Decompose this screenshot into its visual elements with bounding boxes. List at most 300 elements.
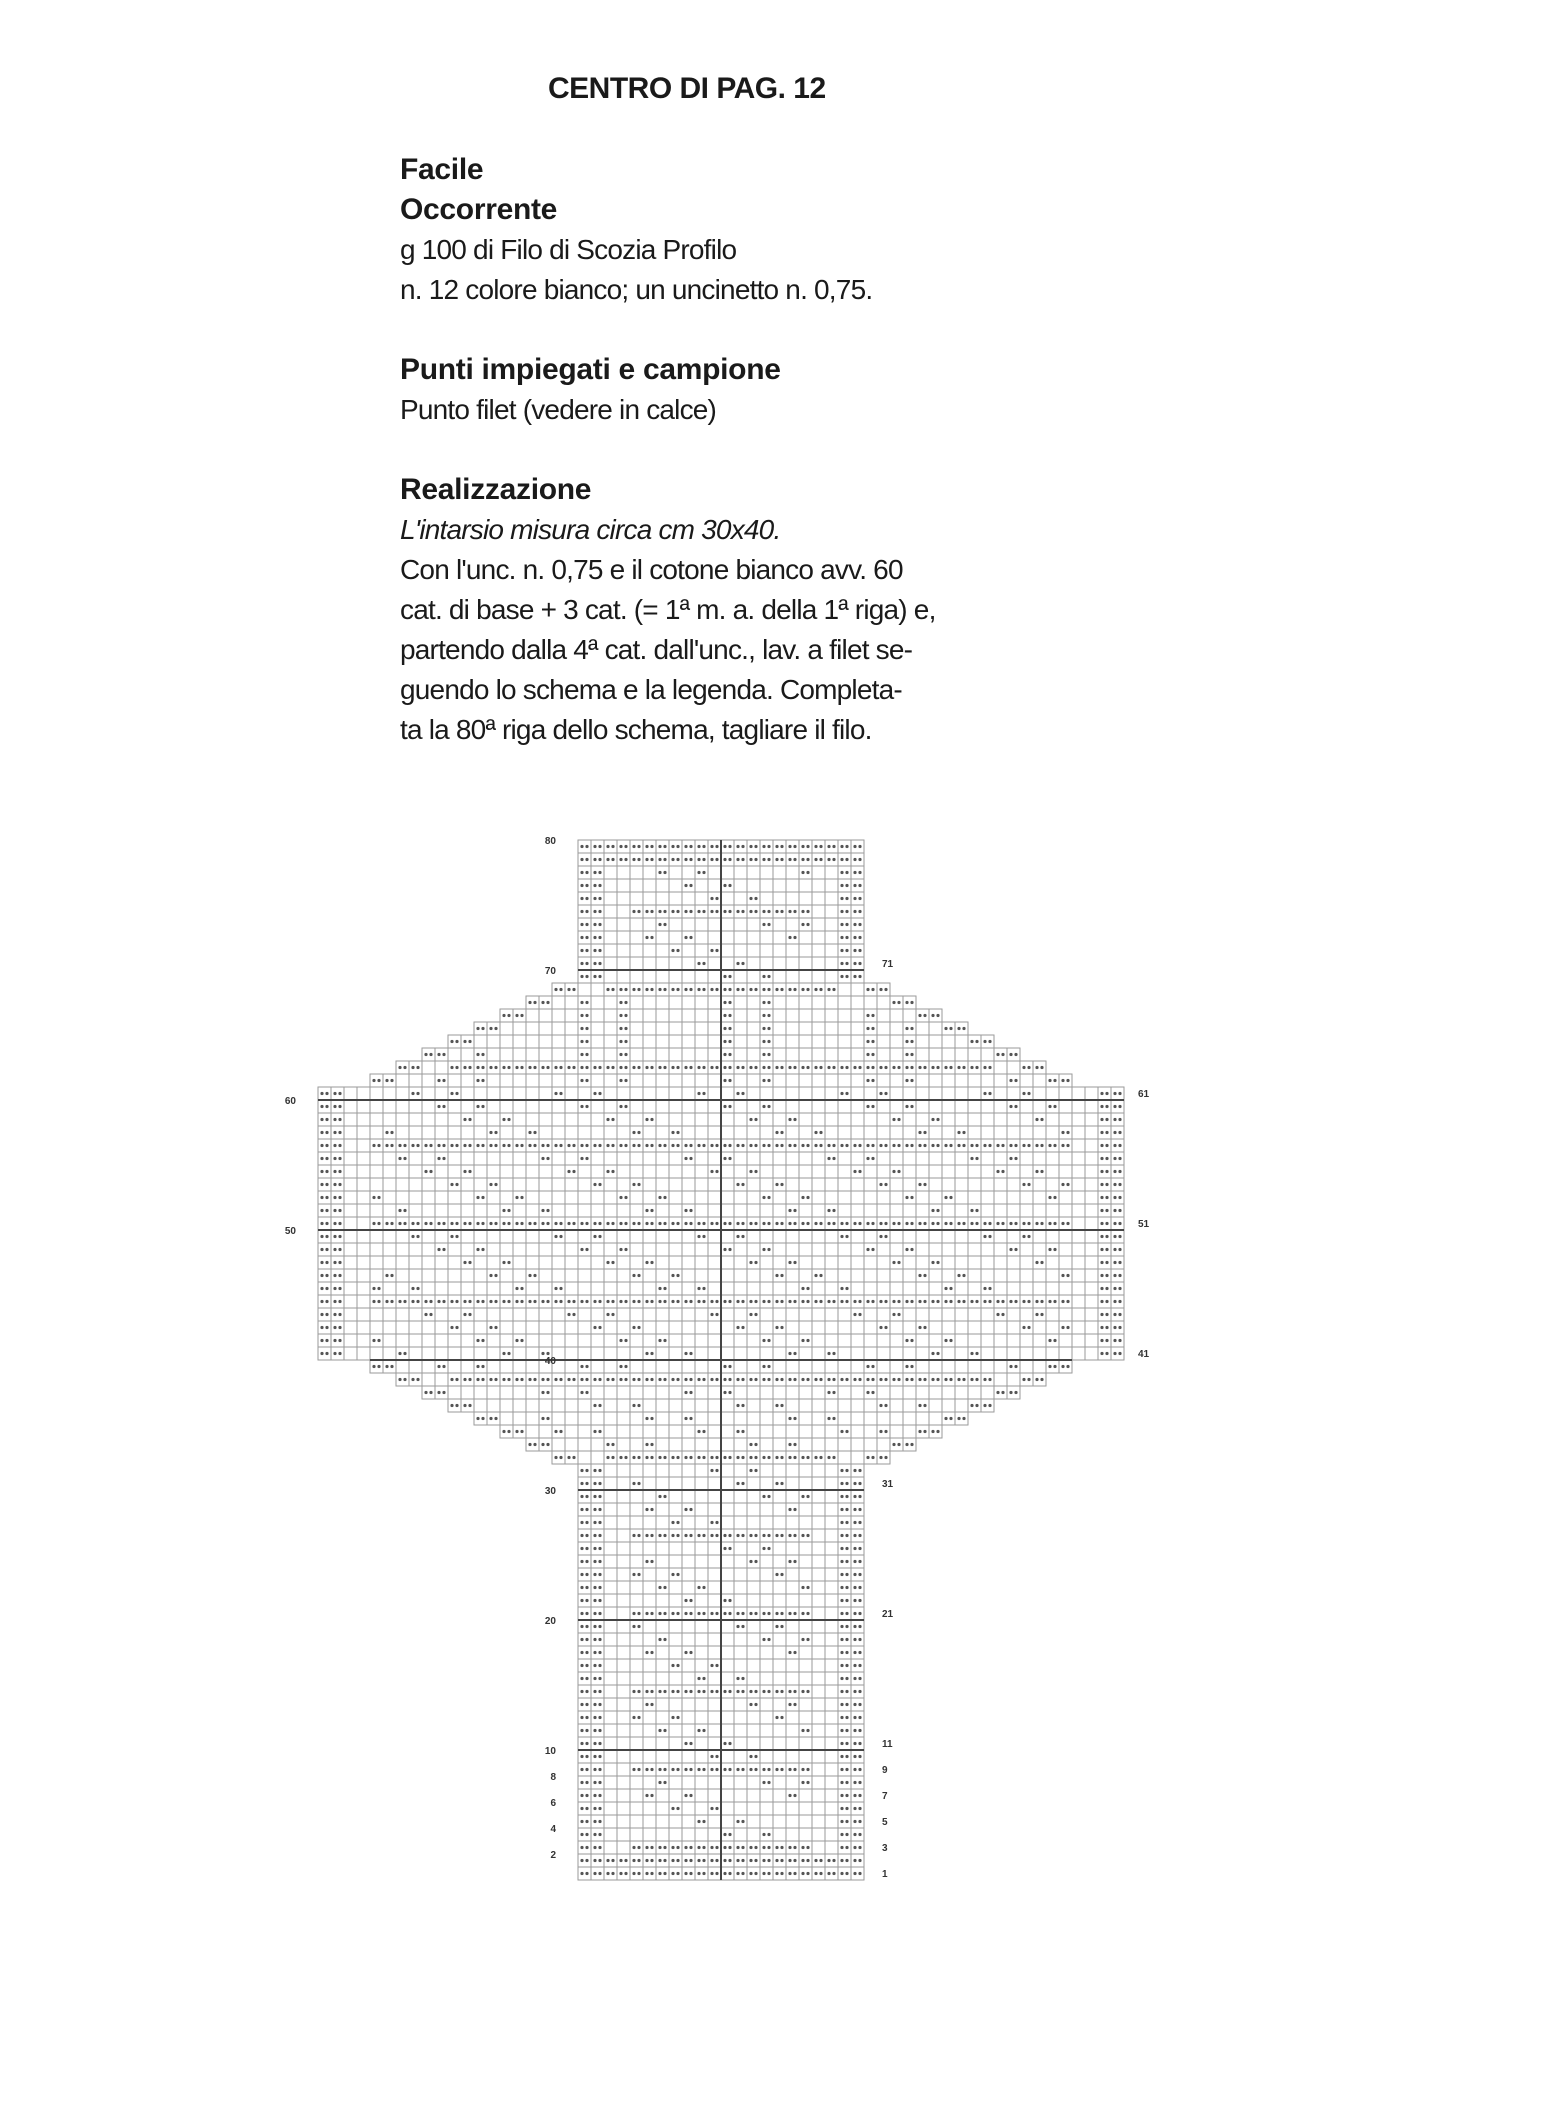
chart-stitch-dot <box>663 1196 666 1199</box>
chart-cell <box>890 1360 903 1373</box>
chart-cell <box>604 1685 617 1698</box>
chart-cell <box>1046 1282 1059 1295</box>
chart-cell <box>747 1282 760 1295</box>
chart-stitch-dot <box>689 1651 692 1654</box>
chart-stitch-dot <box>775 1612 778 1615</box>
chart-stitch-dot <box>931 1300 934 1303</box>
chart-cell <box>656 983 669 996</box>
chart-cell <box>500 1334 513 1347</box>
chart-cell <box>760 1256 773 1269</box>
chart-stitch-dot <box>918 1144 921 1147</box>
chart-cell <box>1046 1269 1059 1282</box>
chart-cell <box>643 1477 656 1490</box>
chart-cell <box>903 1360 916 1373</box>
chart-cell <box>877 1321 890 1334</box>
chart-cell <box>669 1126 682 1139</box>
chart-cell <box>604 1867 617 1880</box>
chart-cell <box>708 1165 721 1178</box>
chart-cell <box>799 1542 812 1555</box>
chart-stitch-dot <box>762 1846 765 1849</box>
chart-cell <box>786 918 799 931</box>
chart-stitch-dot <box>411 1144 414 1147</box>
chart-cell <box>318 1100 331 1113</box>
chart-cell <box>760 892 773 905</box>
chart-cell <box>1072 1191 1085 1204</box>
chart-cell <box>877 1334 890 1347</box>
chart-stitch-dot <box>333 1222 336 1225</box>
chart-cell <box>734 1022 747 1035</box>
chart-cell <box>669 1542 682 1555</box>
chart-cell <box>604 1334 617 1347</box>
chart-cell <box>656 1529 669 1542</box>
chart-cell <box>669 892 682 905</box>
chart-stitch-dot <box>879 1326 882 1329</box>
chart-stitch-dot <box>437 1222 440 1225</box>
chart-stitch-dot <box>515 1287 518 1290</box>
chart-stitch-dot <box>650 1209 653 1212</box>
chart-cell <box>929 1256 942 1269</box>
chart-stitch-dot <box>827 1378 830 1381</box>
chart-stitch-dot <box>905 1300 908 1303</box>
chart-stitch-dot <box>580 1599 583 1602</box>
chart-cell <box>838 1828 851 1841</box>
chart-cell <box>903 1373 916 1386</box>
chart-cell <box>461 1152 474 1165</box>
chart-cell <box>435 1308 448 1321</box>
chart-cell <box>448 1074 461 1087</box>
chart-stitch-dot <box>593 884 596 887</box>
chart-cell <box>448 1126 461 1139</box>
chart-cell <box>370 1321 383 1334</box>
chart-stitch-dot <box>671 1456 674 1459</box>
chart-stitch-dot <box>879 988 882 991</box>
chart-stitch-dot <box>767 1768 770 1771</box>
chart-stitch-dot <box>853 1144 856 1147</box>
chart-stitch-dot <box>741 1183 744 1186</box>
chart-cell <box>1098 1256 1111 1269</box>
chart-cell <box>721 1230 734 1243</box>
chart-stitch-dot <box>936 1378 939 1381</box>
chart-stitch-dot <box>502 1300 505 1303</box>
chart-stitch-dot <box>775 1573 778 1576</box>
chart-cell <box>643 1659 656 1672</box>
chart-cell <box>1085 1295 1098 1308</box>
chart-stitch-dot <box>580 1859 583 1862</box>
chart-stitch-dot <box>632 1404 635 1407</box>
chart-stitch-dot <box>572 1222 575 1225</box>
chart-cell <box>760 1100 773 1113</box>
chart-cell <box>370 1360 383 1373</box>
chart-stitch-dot <box>676 1807 679 1810</box>
chart-cell <box>812 1308 825 1321</box>
chart-cell <box>604 1737 617 1750</box>
chart-stitch-dot <box>1100 1313 1103 1316</box>
chart-stitch-dot <box>515 1144 518 1147</box>
chart-cell <box>760 1373 773 1386</box>
chart-cell <box>591 1464 604 1477</box>
chart-cell <box>968 1308 981 1321</box>
chart-cell <box>630 1646 643 1659</box>
chart-cell <box>942 1256 955 1269</box>
chart-stitch-dot <box>468 1170 471 1173</box>
chart-cell <box>721 944 734 957</box>
chart-stitch-dot <box>338 1352 341 1355</box>
chart-cell <box>721 1269 734 1282</box>
chart-cell <box>461 1243 474 1256</box>
chart-stitch-dot <box>801 1859 804 1862</box>
chart-stitch-dot <box>320 1339 323 1342</box>
chart-stitch-dot <box>762 988 765 991</box>
chart-stitch-dot <box>580 1781 583 1784</box>
chart-stitch-dot <box>723 1742 726 1745</box>
chart-stitch-dot <box>840 1092 843 1095</box>
chart-cell <box>318 1321 331 1334</box>
chart-cell <box>513 1321 526 1334</box>
chart-cell <box>760 1139 773 1152</box>
chart-stitch-dot <box>853 1820 856 1823</box>
chart-cell <box>734 970 747 983</box>
chart-stitch-dot <box>372 1300 375 1303</box>
chart-stitch-dot <box>325 1209 328 1212</box>
chart-cell <box>617 1204 630 1217</box>
chart-stitch-dot <box>463 1313 466 1316</box>
chart-stitch-dot <box>658 1768 661 1771</box>
chart-stitch-dot <box>806 1586 809 1589</box>
chart-cell <box>643 1581 656 1594</box>
chart-cell <box>630 1217 643 1230</box>
chart-stitch-dot <box>988 1378 991 1381</box>
chart-cell <box>1059 1308 1072 1321</box>
chart-cell <box>617 1256 630 1269</box>
chart-cell <box>591 1646 604 1659</box>
chart-cell <box>578 1724 591 1737</box>
chart-stitch-dot <box>806 1612 809 1615</box>
chart-cell <box>760 970 773 983</box>
chart-cell <box>825 1568 838 1581</box>
chart-stitch-dot <box>1105 1248 1108 1251</box>
chart-stitch-dot <box>858 1300 861 1303</box>
chart-stitch-dot <box>533 1001 536 1004</box>
chart-cell <box>695 892 708 905</box>
chart-stitch-dot <box>1048 1222 1051 1225</box>
chart-stitch-dot <box>325 1248 328 1251</box>
chart-stitch-dot <box>767 1859 770 1862</box>
chart-cell <box>955 1282 968 1295</box>
chart-stitch-dot <box>481 1339 484 1342</box>
chart-cell <box>838 1412 851 1425</box>
chart-stitch-dot <box>1100 1300 1103 1303</box>
chart-cell <box>630 1152 643 1165</box>
chart-stitch-dot <box>528 1443 531 1446</box>
chart-cell <box>669 1451 682 1464</box>
chart-stitch-dot <box>840 1222 843 1225</box>
chart-cell <box>929 1217 942 1230</box>
chart-cell <box>617 1360 630 1373</box>
chart-stitch-dot <box>697 1690 700 1693</box>
chart-cell <box>1111 1308 1124 1321</box>
chart-cell <box>682 957 695 970</box>
chart-cell <box>630 1334 643 1347</box>
chart-cell <box>942 1334 955 1347</box>
chart-stitch-dot <box>814 1222 817 1225</box>
chart-cell <box>474 1295 487 1308</box>
chart-cell <box>708 1321 721 1334</box>
chart-stitch-dot <box>663 1066 666 1069</box>
chart-cell <box>799 1529 812 1542</box>
chart-cell <box>695 1490 708 1503</box>
chart-cell <box>721 1685 734 1698</box>
chart-stitch-dot <box>481 1027 484 1030</box>
chart-stitch-dot <box>1066 1326 1069 1329</box>
chart-stitch-dot <box>1105 1157 1108 1160</box>
chart-cell <box>617 1230 630 1243</box>
chart-stitch-dot <box>468 1118 471 1121</box>
chart-stitch-dot <box>702 1677 705 1680</box>
chart-cell <box>1059 1074 1072 1087</box>
chart-stitch-dot <box>845 1755 848 1758</box>
chart-stitch-dot <box>632 1625 635 1628</box>
chart-stitch-dot <box>819 1274 822 1277</box>
chart-cell <box>903 1438 916 1451</box>
chart-cell <box>851 1490 864 1503</box>
chart-cell <box>747 996 760 1009</box>
chart-cell <box>721 957 734 970</box>
chart-cell <box>968 1165 981 1178</box>
chart-cell <box>500 1412 513 1425</box>
chart-cell <box>656 1516 669 1529</box>
chart-cell <box>851 1607 864 1620</box>
chart-cell <box>604 1555 617 1568</box>
chart-stitch-dot <box>593 1625 596 1628</box>
chart-stitch-dot <box>801 923 804 926</box>
chart-stitch-dot <box>702 1066 705 1069</box>
chart-cell <box>474 1022 487 1035</box>
chart-cell <box>539 1009 552 1022</box>
chart-cell <box>656 1217 669 1230</box>
chart-stitch-dot <box>663 1456 666 1459</box>
chart-cell <box>786 1594 799 1607</box>
chart-cell <box>617 1100 630 1113</box>
chart-stitch-dot <box>658 1534 661 1537</box>
chart-cell <box>591 1399 604 1412</box>
chart-cell <box>812 1412 825 1425</box>
chart-stitch-dot <box>593 1508 596 1511</box>
chart-cell <box>630 1100 643 1113</box>
chart-stitch-dot <box>632 1326 635 1329</box>
chart-cell <box>604 1854 617 1867</box>
chart-cell <box>773 1152 786 1165</box>
chart-cell <box>916 1386 929 1399</box>
chart-cell <box>812 1750 825 1763</box>
chart-cell <box>955 1373 968 1386</box>
chart-stitch-dot <box>671 1612 674 1615</box>
chart-stitch-dot <box>450 1066 453 1069</box>
chart-cell <box>812 1828 825 1841</box>
chart-cell <box>916 1009 929 1022</box>
chart-stitch-dot <box>871 1300 874 1303</box>
chart-cell <box>708 1737 721 1750</box>
chart-cell <box>383 1191 396 1204</box>
chart-stitch-dot <box>767 1365 770 1368</box>
chart-stitch-dot <box>494 1326 497 1329</box>
chart-cell <box>331 1230 344 1243</box>
chart-cell <box>721 1789 734 1802</box>
chart-cell <box>825 1867 838 1880</box>
chart-stitch-dot <box>754 1469 757 1472</box>
chart-cell <box>903 1178 916 1191</box>
chart-cell <box>695 1867 708 1880</box>
chart-cell <box>643 1789 656 1802</box>
chart-stitch-dot <box>429 1053 432 1056</box>
chart-cell <box>864 1061 877 1074</box>
chart-cell <box>409 1087 422 1100</box>
chart-stitch-dot <box>398 1378 401 1381</box>
chart-cell <box>747 1672 760 1685</box>
chart-stitch-dot <box>845 1235 848 1238</box>
chart-cell <box>994 1074 1007 1087</box>
chart-stitch-dot <box>858 1534 861 1537</box>
chart-cell <box>786 1802 799 1815</box>
chart-cell <box>825 1438 838 1451</box>
chart-cell <box>669 1503 682 1516</box>
chart-stitch-dot <box>723 1079 726 1082</box>
chart-cell <box>448 1048 461 1061</box>
chart-stitch-dot <box>515 1378 518 1381</box>
chart-cell <box>617 1061 630 1074</box>
chart-cell <box>786 1178 799 1191</box>
chart-stitch-dot <box>663 910 666 913</box>
chart-cell <box>656 1672 669 1685</box>
chart-stitch-dot <box>723 1365 726 1368</box>
chart-stitch-dot <box>741 1612 744 1615</box>
chart-stitch-dot <box>871 1014 874 1017</box>
chart-stitch-dot <box>970 1040 973 1043</box>
chart-cell <box>695 1009 708 1022</box>
chart-stitch-dot <box>580 1482 583 1485</box>
chart-cell <box>851 1022 864 1035</box>
chart-cell <box>552 1334 565 1347</box>
chart-cell <box>565 1334 578 1347</box>
chart-stitch-dot <box>1022 1222 1025 1225</box>
chart-cell <box>396 1087 409 1100</box>
chart-cell <box>357 1100 370 1113</box>
chart-cell <box>903 1087 916 1100</box>
chart-stitch-dot <box>533 1222 536 1225</box>
chart-stitch-dot <box>580 1794 583 1797</box>
chart-stitch-dot <box>762 1196 765 1199</box>
chart-cell <box>890 1022 903 1035</box>
chart-stitch-dot <box>762 1053 765 1056</box>
chart-cell <box>656 1503 669 1516</box>
chart-cell <box>968 1035 981 1048</box>
chart-cell <box>747 1503 760 1516</box>
chart-cell <box>630 1750 643 1763</box>
chart-cell <box>916 1035 929 1048</box>
chart-cell <box>1072 1139 1085 1152</box>
chart-stitch-dot <box>598 975 601 978</box>
chart-stitch-dot <box>858 1651 861 1654</box>
chart-stitch-dot <box>455 1066 458 1069</box>
chart-stitch-dot <box>476 1248 479 1251</box>
chart-cell <box>461 1074 474 1087</box>
chart-cell <box>1007 1217 1020 1230</box>
chart-cell <box>643 1009 656 1022</box>
chart-stitch-dot <box>775 1482 778 1485</box>
chart-cell <box>630 1802 643 1815</box>
chart-cell <box>383 1178 396 1191</box>
chart-cell <box>396 1347 409 1360</box>
chart-cell <box>838 905 851 918</box>
chart-cell <box>617 1854 630 1867</box>
chart-cell <box>669 1035 682 1048</box>
chart-stitch-dot <box>632 1378 635 1381</box>
chart-stitch-dot <box>793 1560 796 1563</box>
chart-cell <box>604 1178 617 1191</box>
chart-cell <box>799 1815 812 1828</box>
chart-cell <box>812 1347 825 1360</box>
chart-cell <box>773 1802 786 1815</box>
chart-cell <box>786 1230 799 1243</box>
chart-stitch-dot <box>645 1560 648 1563</box>
chart-stitch-dot <box>450 1326 453 1329</box>
chart-cell <box>864 1165 877 1178</box>
chart-stitch-dot <box>762 1248 765 1251</box>
chart-cell <box>643 1113 656 1126</box>
chart-cell <box>825 1672 838 1685</box>
chart-cell <box>877 1347 890 1360</box>
chart-cell <box>617 1308 630 1321</box>
chart-cell <box>1059 1282 1072 1295</box>
chart-stitch-dot <box>884 1092 887 1095</box>
chart-cell <box>1111 1334 1124 1347</box>
chart-stitch-dot <box>840 1846 843 1849</box>
chart-cell <box>617 853 630 866</box>
chart-cell <box>721 1191 734 1204</box>
chart-cell <box>838 1178 851 1191</box>
chart-cell <box>474 1191 487 1204</box>
chart-cell <box>669 1789 682 1802</box>
chart-cell <box>578 1451 591 1464</box>
chart-stitch-dot <box>975 1352 978 1355</box>
chart-cell <box>578 1347 591 1360</box>
chart-stitch-dot <box>593 871 596 874</box>
chart-stitch-dot <box>853 1378 856 1381</box>
chart-cell <box>487 1100 500 1113</box>
chart-cell <box>799 1594 812 1607</box>
chart-stitch-dot <box>520 1287 523 1290</box>
chart-cell <box>747 1061 760 1074</box>
chart-cell <box>890 1139 903 1152</box>
chart-stitch-dot <box>689 1352 692 1355</box>
chart-cell <box>682 1165 695 1178</box>
chart-cell <box>630 1828 643 1841</box>
chart-stitch-dot <box>923 1066 926 1069</box>
chart-stitch-dot <box>788 1300 791 1303</box>
chart-cell <box>500 1425 513 1438</box>
chart-stitch-dot <box>775 1066 778 1069</box>
chart-stitch-dot <box>767 1144 770 1147</box>
chart-cell <box>604 1568 617 1581</box>
chart-cell <box>799 944 812 957</box>
chart-stitch-dot <box>611 1261 614 1264</box>
chart-cell <box>721 1152 734 1165</box>
chart-cell <box>773 1789 786 1802</box>
chart-stitch-dot <box>377 1079 380 1082</box>
chart-cell <box>851 983 864 996</box>
chart-stitch-dot <box>957 1274 960 1277</box>
chart-cell <box>656 1334 669 1347</box>
chart-stitch-dot <box>689 884 692 887</box>
